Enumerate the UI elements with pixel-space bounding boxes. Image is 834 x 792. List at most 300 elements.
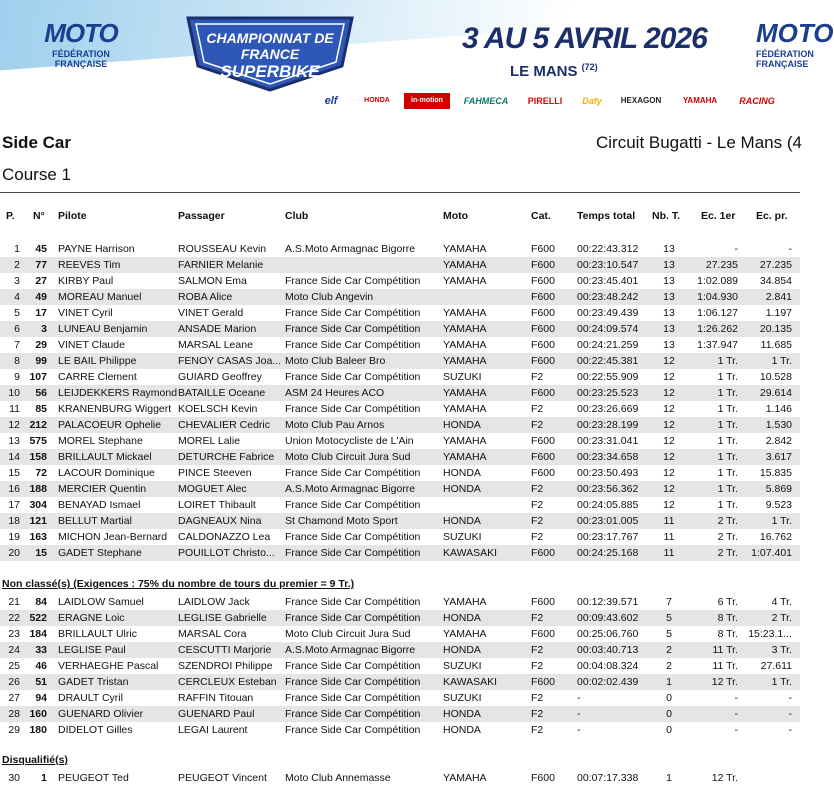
cell-p: 14 (8, 451, 20, 463)
table-row (0, 449, 800, 465)
cell-tours: 12 (663, 467, 675, 479)
cell-tours: 12 (663, 483, 675, 495)
cell-passager: PEUGEOT Vincent (178, 772, 267, 784)
cell-passager: LEGAI Laurent (178, 724, 248, 736)
cell-club: France Side Car Compétition (285, 612, 421, 624)
cell-p: 16 (8, 483, 20, 495)
cell-ecpr: 5.869 (765, 483, 792, 495)
cell-n: 85 (35, 403, 47, 415)
cell-n: 107 (29, 371, 47, 383)
cell-p: 17 (8, 499, 20, 511)
cell-cat: F600 (531, 323, 555, 335)
course-title: Course 1 (2, 165, 71, 184)
cell-moto: YAMAHA (443, 243, 487, 255)
cell-club: France Side Car Compétition (285, 467, 421, 479)
cell-n: 84 (35, 596, 47, 608)
cell-ecpr: 10.528 (759, 371, 792, 383)
cell-passager: MARSAL Leane (178, 339, 253, 351)
cell-passager: ROUSSEAU Kevin (178, 243, 267, 255)
cell-pilote: KIRBY Paul (58, 275, 114, 287)
table-row (0, 545, 800, 561)
cell-club: France Side Car Compétition (285, 676, 421, 688)
table-row (0, 417, 800, 433)
cell-cat: F600 (531, 467, 555, 479)
cell-pilote: BENAYAD Ismael (58, 499, 141, 511)
sponsor-inmotion-logo: in-motion (404, 93, 450, 109)
cell-ecpr: - (788, 243, 792, 255)
cell-pilote: GADET Tristan (58, 676, 129, 688)
cell-club: Union Motocycliste de L'Ain (285, 435, 414, 447)
cell-passager: MOGUET Alec (178, 483, 247, 495)
cell-cat: F2 (531, 419, 544, 431)
table-row (0, 513, 800, 529)
cell-cat: F2 (531, 708, 544, 720)
cell-p: 3 (14, 275, 20, 287)
cell-ecpr: 1:07.401 (751, 547, 792, 559)
cell-moto: HONDA (443, 708, 481, 720)
cell-ec1: - (734, 708, 738, 720)
ffm-logo-left: MOTO FÉDÉRATION FRANÇAISE (44, 18, 118, 69)
cell-temps: 00:23:56.362 (577, 483, 639, 495)
cell-p: 28 (8, 708, 20, 720)
cell-passager: LAIDLOW Jack (178, 596, 250, 608)
cell-temps: 00:23:49.439 (577, 307, 639, 319)
cell-tours: 12 (663, 419, 675, 431)
sponsor-pirelli-logo: PIRELLI (527, 96, 563, 106)
cell-passager: MOREL Lalie (178, 435, 241, 447)
table-row (0, 481, 800, 497)
col-header-temps: Temps total (577, 210, 636, 222)
cell-ecpr: 29.614 (759, 387, 792, 399)
cell-tours: 1 (666, 772, 672, 784)
cell-moto: YAMAHA (443, 259, 487, 271)
table-row (0, 610, 800, 626)
cell-pilote: CARRE Clement (58, 371, 137, 383)
cell-passager: ROBA Alice (178, 291, 233, 303)
cell-cat: F600 (531, 547, 555, 559)
col-header-ec1: Ec. 1er (701, 210, 736, 222)
cell-pilote: MERCIER Quentin (58, 483, 147, 495)
cell-temps: 00:23:28.199 (577, 419, 639, 431)
cell-ecpr: 9.523 (765, 499, 792, 511)
cell-ec1: 1 Tr. (717, 403, 738, 415)
cell-p: 12 (8, 419, 20, 431)
cell-p: 9 (14, 371, 20, 383)
cell-p: 15 (8, 467, 20, 479)
cell-club: St Chamond Moto Sport (285, 515, 398, 527)
event-banner (0, 0, 834, 128)
cell-temps: 00:23:10.547 (577, 259, 639, 271)
cell-club: Moto Club Angevin (285, 291, 374, 303)
cell-tours: 12 (663, 371, 675, 383)
cell-ec1: 11 Tr. (712, 660, 738, 672)
cell-temps: 00:03:40.713 (577, 644, 639, 656)
cell-tours: 12 (663, 387, 675, 399)
cell-pilote: LUNEAU Benjamin (58, 323, 148, 335)
cell-passager: ANSADE Marion (178, 323, 257, 335)
cell-moto: HONDA (443, 515, 481, 527)
cell-n: 29 (35, 339, 47, 351)
cell-ec1: 1 Tr. (717, 451, 738, 463)
cell-passager: GUIARD Geoffrey (178, 371, 262, 383)
cell-pilote: MICHON Jean-Bernard (58, 531, 168, 543)
cell-cat: F600 (531, 307, 555, 319)
cell-tours: 13 (663, 275, 675, 287)
cell-passager: CHEVALIER Cedric (178, 419, 270, 431)
cell-p: 24 (8, 644, 20, 656)
cell-p: 18 (8, 515, 20, 527)
cell-moto: YAMAHA (443, 435, 487, 447)
cell-ec1: 11 Tr. (712, 644, 738, 656)
cell-pilote: LEIJDEKKERS Raymond (58, 387, 178, 399)
cell-ec1: 2 Tr. (717, 531, 738, 543)
cell-tours: 0 (666, 708, 672, 720)
sponsor-logos (312, 93, 782, 111)
cell-temps: 00:23:25.523 (577, 387, 639, 399)
cell-moto: SUZUKI (443, 692, 482, 704)
cell-p: 25 (8, 660, 20, 672)
cell-pilote: MOREL Stephane (58, 435, 143, 447)
cell-club: Moto Club Pau Arnos (285, 419, 385, 431)
cell-ec1: 1:04.930 (697, 291, 738, 303)
cell-ec1: 1:02.089 (697, 275, 738, 287)
cell-temps: - (577, 708, 581, 720)
cell-ecpr: 15.835 (759, 467, 792, 479)
cell-cat: F2 (531, 612, 544, 624)
cell-pilote: GADET Stephane (58, 547, 142, 559)
cell-tours: 2 (666, 660, 672, 672)
cell-cat: F2 (531, 724, 544, 736)
col-header-num: N° (33, 210, 45, 222)
cell-ec1: 8 Tr. (717, 628, 738, 640)
cell-cat: F2 (531, 371, 544, 383)
cell-tours: 1 (666, 676, 672, 688)
cell-moto: YAMAHA (443, 772, 487, 784)
cell-n: 188 (29, 483, 47, 495)
cell-n: 212 (29, 419, 47, 431)
cell-ecpr: 20.135 (759, 323, 792, 335)
cell-temps: 00:23:34.658 (577, 451, 639, 463)
cell-moto: HONDA (443, 724, 481, 736)
col-header-cat: Cat. (531, 210, 551, 222)
cell-n: 15 (35, 547, 47, 559)
cell-moto: YAMAHA (443, 451, 487, 463)
cell-n: 46 (35, 660, 47, 672)
table-row (0, 706, 800, 722)
cell-n: 121 (29, 515, 47, 527)
sponsor-honda-logo: HONDA (364, 97, 390, 104)
cell-moto: SUZUKI (443, 660, 482, 672)
cell-club: France Side Car Compétition (285, 596, 421, 608)
cell-pilote: MOREAU Manuel (58, 291, 142, 303)
cell-n: 56 (35, 387, 47, 399)
cell-temps: 00:23:17.767 (577, 531, 639, 543)
sponsor-yamaha-logo: YAMAHA (682, 96, 718, 105)
cell-p: 1 (14, 243, 20, 255)
cell-p: 11 (9, 403, 20, 415)
cell-temps: 00:24:25.168 (577, 547, 639, 559)
cell-tours: 13 (663, 307, 675, 319)
cell-pilote: VINET Claude (58, 339, 125, 351)
cell-passager: SZENDROI Philippe (178, 660, 273, 672)
cell-cat: F2 (531, 531, 544, 543)
table-row (0, 241, 800, 257)
cell-cat: F600 (531, 291, 555, 303)
cell-passager: KOELSCH Kevin (178, 403, 258, 415)
cell-n: 94 (35, 692, 47, 704)
sponsor-elf-logo: elf (324, 95, 338, 107)
cell-tours: 13 (663, 339, 675, 351)
cell-pilote: LEGLISE Paul (58, 644, 126, 656)
cell-n: 158 (29, 451, 47, 463)
cell-tours: 12 (663, 499, 675, 511)
cell-tours: 11 (663, 515, 675, 527)
championship-title: CHAMPIONNAT DE FRANCE SUPERBIKE (206, 30, 334, 81)
cell-ecpr: 11.685 (760, 339, 792, 351)
cell-n: 51 (35, 676, 47, 688)
table-row (0, 642, 800, 658)
cell-p: 6 (14, 323, 20, 335)
cell-p: 21 (8, 596, 20, 608)
table-row (0, 353, 800, 369)
cell-temps: 00:24:05.885 (577, 499, 639, 511)
cell-temps: 00:22:43.312 (577, 243, 639, 255)
cell-passager: PINCE Steeven (178, 467, 252, 479)
cell-ecpr: 27.235 (759, 259, 792, 271)
cell-p: 10 (8, 387, 20, 399)
cell-club: France Side Car Compétition (285, 724, 421, 736)
col-header-passager: Passager (178, 210, 225, 222)
cell-moto: HONDA (443, 612, 481, 624)
cell-p: 4 (14, 291, 20, 303)
cell-n: 3 (41, 323, 47, 335)
cell-tours: 12 (663, 355, 675, 367)
cell-moto: YAMAHA (443, 403, 487, 415)
cell-passager: RAFFIN Titouan (178, 692, 254, 704)
cell-pilote: REEVES Tim (58, 259, 121, 271)
table-row (0, 626, 800, 642)
cell-ec1: 1 Tr. (717, 499, 738, 511)
table-row (0, 305, 800, 321)
cell-n: 304 (29, 499, 47, 511)
cell-ecpr: 3.617 (765, 451, 792, 463)
cell-ecpr: 1.197 (765, 307, 792, 319)
cell-ecpr: - (788, 708, 792, 720)
cell-tours: 12 (663, 403, 675, 415)
cell-temps: 00:23:50.493 (577, 467, 639, 479)
col-header-pos: P. (6, 210, 15, 222)
cell-passager: CESCUTTI Marjorie (178, 644, 272, 656)
cell-moto: HONDA (443, 419, 481, 431)
cell-ec1: - (734, 724, 738, 736)
cell-n: 33 (35, 644, 47, 656)
cell-p: 13 (8, 435, 20, 447)
cell-ecpr: - (788, 692, 792, 704)
cell-ec1: 1 Tr. (717, 435, 738, 447)
cell-club: France Side Car Compétition (285, 275, 421, 287)
cell-pilote: PEUGEOT Ted (58, 772, 129, 784)
cell-temps: 00:12:39.571 (577, 596, 639, 608)
cell-club: France Side Car Compétition (285, 547, 421, 559)
cell-tours: 5 (666, 628, 672, 640)
cell-ecpr: 15:23.1... (748, 628, 792, 640)
cell-ecpr: 1.146 (765, 403, 792, 415)
col-header-pilote: Pilote (58, 210, 87, 222)
cell-club: France Side Car Compétition (285, 339, 421, 351)
cell-ec1: 12 Tr. (711, 772, 738, 784)
sponsor-fahmeca-logo: FAHMECA (463, 96, 509, 106)
cell-ec1: 1 Tr. (717, 387, 738, 399)
cell-moto: HONDA (443, 644, 481, 656)
event-place: LE MANS $^{(72)}$ (510, 62, 598, 80)
cell-passager: VINET Gerald (178, 307, 244, 319)
cell-p: 26 (8, 676, 20, 688)
table-row (0, 401, 800, 417)
cell-pilote: PAYNE Harrison (58, 243, 135, 255)
cell-pilote: BRILLAULT Ulric (58, 628, 137, 640)
cell-cat: F600 (531, 596, 555, 608)
cell-tours: 13 (663, 323, 675, 335)
cell-n: 27 (35, 275, 47, 287)
cell-cat: F600 (531, 275, 555, 287)
cell-n: 72 (35, 467, 47, 479)
cell-n: 522 (29, 612, 47, 624)
cell-club: Moto Club Annemasse (285, 772, 391, 784)
cell-ecpr: 2.841 (765, 291, 792, 303)
cell-moto: YAMAHA (443, 307, 487, 319)
cell-cat: F600 (531, 628, 555, 640)
cell-pilote: LACOUR Dominique (58, 467, 155, 479)
table-row (0, 321, 800, 337)
cell-ecpr: 2.842 (765, 435, 792, 447)
cell-tours: 13 (663, 259, 675, 271)
cell-tours: 0 (666, 692, 672, 704)
cell-cat: F2 (531, 660, 544, 672)
cell-cat: F2 (531, 483, 544, 495)
cell-p: 29 (8, 724, 20, 736)
cell-club: France Side Car Compétition (285, 692, 421, 704)
circuit-name: Circuit Bugatti - Le Mans (4 (596, 133, 802, 152)
cell-ecpr: 1 Tr. (771, 515, 792, 527)
cell-cat: F600 (531, 243, 555, 255)
cell-tours: 0 (666, 724, 672, 736)
cell-ecpr: 1 Tr. (771, 355, 792, 367)
cell-club: France Side Car Compétition (285, 708, 421, 720)
cell-passager: BATAILLE Oceane (178, 387, 266, 399)
cell-ec1: 6 Tr. (717, 596, 738, 608)
cell-n: 49 (35, 291, 47, 303)
cell-temps: 00:04:08.324 (577, 660, 639, 672)
cell-ec1: 27.235 (705, 259, 738, 271)
table-row (0, 658, 800, 674)
cell-pilote: VERHAEGHE Pascal (58, 660, 159, 672)
cell-ecpr: - (788, 724, 792, 736)
cell-p: 27 (8, 692, 20, 704)
cell-p: 22 (8, 612, 20, 624)
category-title: Side Car (2, 133, 71, 152)
cell-tours: 11 (663, 531, 675, 543)
cell-club: France Side Car Compétition (285, 323, 421, 335)
cell-club: ASM 24 Heures ACO (285, 387, 385, 399)
cell-tours: 11 (663, 547, 675, 559)
cell-ec1: 8 Tr. (717, 612, 738, 624)
cell-tours: 7 (666, 596, 672, 608)
cell-ec1: 1:37.947 (697, 339, 738, 351)
cell-temps: 00:23:48.242 (577, 291, 639, 303)
table-row (0, 770, 800, 786)
cell-passager: GUENARD Paul (178, 708, 255, 720)
table-row (0, 594, 800, 610)
cell-pilote: BRILLAULT Mickael (58, 451, 152, 463)
cell-tours: 12 (663, 451, 675, 463)
cell-club: France Side Car Compétition (285, 531, 421, 543)
cell-tours: 2 (666, 644, 672, 656)
event-dates: 3 AU 5 AVRIL 2026 (462, 22, 707, 55)
cell-ecpr: 27.611 (760, 660, 792, 672)
cell-passager: CERCLEUX Esteban (178, 676, 277, 688)
cell-ecpr: 3 Tr. (771, 644, 792, 656)
cell-temps: 00:24:09.574 (577, 323, 639, 335)
cell-club: Moto Club Baleer Bro (285, 355, 386, 367)
cell-ec1: - (734, 692, 738, 704)
cell-passager: LOIRET Thibault (178, 499, 256, 511)
cell-club: Moto Club Circuit Jura Sud (285, 628, 411, 640)
cell-pilote: LAIDLOW Samuel (58, 596, 144, 608)
sponsor-racing-logo: RACING (739, 96, 775, 106)
cell-club: A.S.Moto Armagnac Bigorre (285, 483, 416, 495)
sponsor-hexagon-logo: HEXAGON (620, 96, 662, 105)
cell-cat: F2 (531, 692, 544, 704)
cell-p: 2 (14, 259, 20, 271)
cell-temps: 00:22:55.909 (577, 371, 639, 383)
cell-p: 20 (8, 547, 20, 559)
non-classified-heading: Non classé(s) (Exigences : 75% du nombre de tours du premier = 9 Tr.) (2, 578, 355, 590)
cell-passager: MARSAL Cora (178, 628, 247, 640)
cell-ec1: 12 Tr. (711, 676, 738, 688)
cell-ec1: 1 Tr. (717, 483, 738, 495)
cell-cat: F600 (531, 339, 555, 351)
cell-ec1: 2 Tr. (717, 547, 738, 559)
cell-pilote: ERAGNE Loic (58, 612, 125, 624)
cell-pilote: KRANENBURG Wiggert (58, 403, 172, 415)
cell-cat: F600 (531, 387, 555, 399)
cell-n: 184 (29, 628, 47, 640)
cell-ecpr: 2 Tr. (771, 612, 792, 624)
cell-n: 575 (29, 435, 47, 447)
cell-ecpr: 34.854 (759, 275, 792, 287)
cell-ecpr: 1.530 (765, 419, 792, 431)
cell-ecpr: 16.762 (759, 531, 792, 543)
table-row (0, 385, 800, 401)
cell-cat: F600 (531, 435, 555, 447)
cell-cat: F600 (531, 355, 555, 367)
cell-pilote: GUENARD Olivier (58, 708, 144, 720)
table-row (0, 690, 800, 706)
cell-temps: 00:23:31.041 (577, 435, 639, 447)
cell-cat: F2 (531, 515, 544, 527)
cell-passager: DAGNEAUX Nina (178, 515, 262, 527)
cell-temps: - (577, 692, 581, 704)
cell-moto: YAMAHA (443, 339, 487, 351)
cell-temps: 00:07:17.338 (577, 772, 639, 784)
cell-temps: 00:23:45.401 (577, 275, 639, 287)
cell-ec1: 1:06.127 (697, 307, 738, 319)
cell-pilote: VINET Cyril (58, 307, 113, 319)
cell-pilote: DIDELOT Gilles (58, 724, 133, 736)
cell-pilote: LE BAIL Philippe (58, 355, 137, 367)
cell-ecpr: 4 Tr. (771, 596, 792, 608)
cell-temps: 00:23:26.669 (577, 403, 639, 415)
